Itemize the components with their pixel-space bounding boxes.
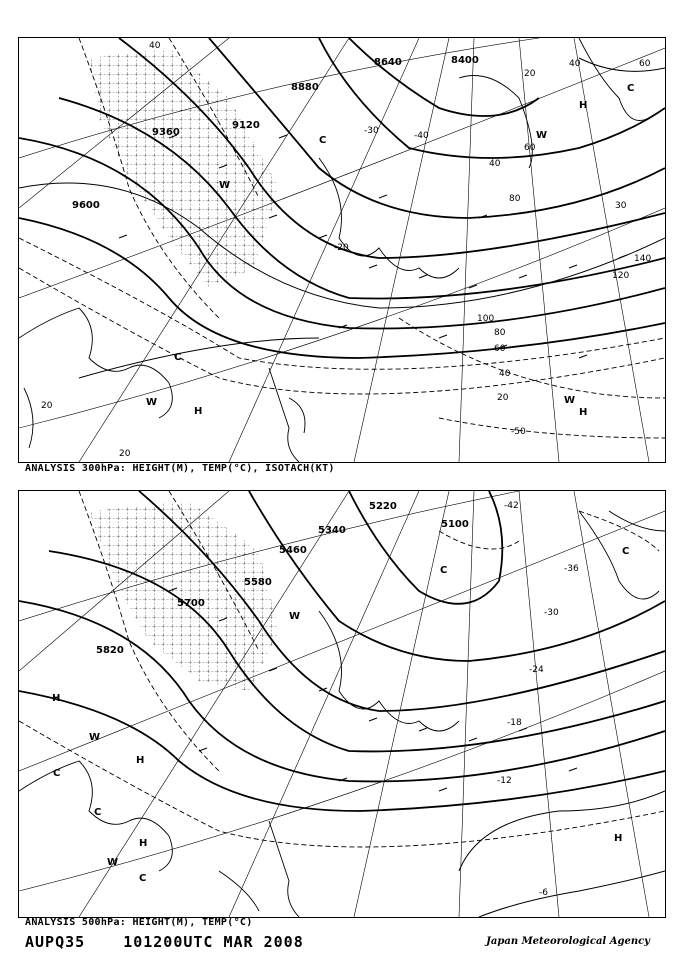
warm-label: W: [89, 732, 101, 743]
isotach-label: 40: [489, 159, 501, 169]
isotach-label: 20: [524, 69, 536, 79]
high-label: H: [52, 693, 61, 704]
isotach-label: 30: [615, 201, 627, 211]
isotach-label: 40: [569, 59, 581, 69]
temp-label: -24: [529, 665, 544, 675]
height-label: 9120: [232, 120, 260, 131]
temp-label: -20: [334, 243, 349, 253]
isotach-label: 60: [524, 143, 536, 153]
chart-datetime: 101200UTC MAR 2008: [123, 933, 304, 951]
warm-label: W: [219, 180, 231, 191]
isotach-label: 80: [509, 194, 521, 204]
temp-label: -12: [497, 776, 512, 786]
isotach-label: 100: [477, 314, 495, 324]
temp-label: -6: [539, 888, 548, 898]
map-300hpa-svg: [19, 38, 665, 462]
isotach-label: 60: [494, 344, 506, 354]
isotach-label: 60: [639, 59, 651, 69]
isotach-label: 40: [499, 369, 511, 379]
warm-label: W: [107, 857, 119, 868]
warm-label: W: [289, 611, 301, 622]
hatched-region: [89, 48, 279, 288]
height-label: 5340: [318, 525, 346, 536]
high-label: H: [614, 833, 623, 844]
chart-code: AUPQ35: [25, 933, 86, 951]
temp-label: -50: [511, 427, 526, 437]
isotach-label: 20: [497, 393, 509, 403]
temp-label: -40: [414, 131, 429, 141]
isotach-label: 140: [634, 254, 652, 264]
high-label: H: [136, 755, 145, 766]
cold-label: C: [53, 768, 61, 779]
warm-label: W: [536, 130, 548, 141]
map-500hpa-svg: [19, 491, 665, 917]
high-label: H: [579, 100, 588, 111]
isotach-label: 120: [612, 271, 630, 281]
height-label: 5460: [279, 545, 307, 556]
height-label: 5820: [96, 645, 124, 656]
warm-label: W: [564, 395, 576, 406]
temp-label: -30: [364, 126, 379, 136]
map-panel-300hpa: [18, 37, 666, 463]
temp-label: -30: [544, 608, 559, 618]
height-label: 5220: [369, 501, 397, 512]
temp-label: -36: [564, 564, 579, 574]
height-label: 8640: [374, 57, 402, 68]
temp-label: -42: [504, 501, 519, 511]
cold-label: C: [174, 352, 182, 363]
isotach-label: 20: [41, 401, 53, 411]
cold-label: C: [94, 807, 102, 818]
height-label: 8400: [451, 55, 479, 66]
height-label: 5100: [441, 519, 469, 530]
high-label: H: [139, 838, 148, 849]
map-panel-500hpa: [18, 490, 666, 918]
isotach-label: 20: [119, 449, 131, 459]
warm-label: W: [146, 397, 158, 408]
high-label: H: [194, 406, 203, 417]
height-label: 5700: [177, 598, 205, 609]
caption-300hpa: ANALYSIS 300hPa: HEIGHT(M), TEMP(°C), ISOTACH(KT): [25, 463, 335, 474]
caption-500hpa: ANALYSIS 500hPa: HEIGHT(M), TEMP(°C): [25, 917, 253, 928]
height-label: 8880: [291, 82, 319, 93]
cold-label: C: [627, 83, 635, 94]
temp-label: -18: [507, 718, 522, 728]
cold-label: C: [622, 546, 630, 557]
isotach-label: 80: [494, 328, 506, 338]
cold-label: C: [139, 873, 147, 884]
isotach-label: 40: [149, 41, 161, 51]
height-label: 9600: [72, 200, 100, 211]
cold-label: C: [440, 565, 448, 576]
high-label: H: [579, 407, 588, 418]
cold-label: C: [319, 135, 327, 146]
height-label: 9360: [152, 127, 180, 138]
height-label: 5580: [244, 577, 272, 588]
agency-name: Japan Meteorological Agency: [486, 936, 650, 947]
chart-id-line: [25, 933, 342, 951]
